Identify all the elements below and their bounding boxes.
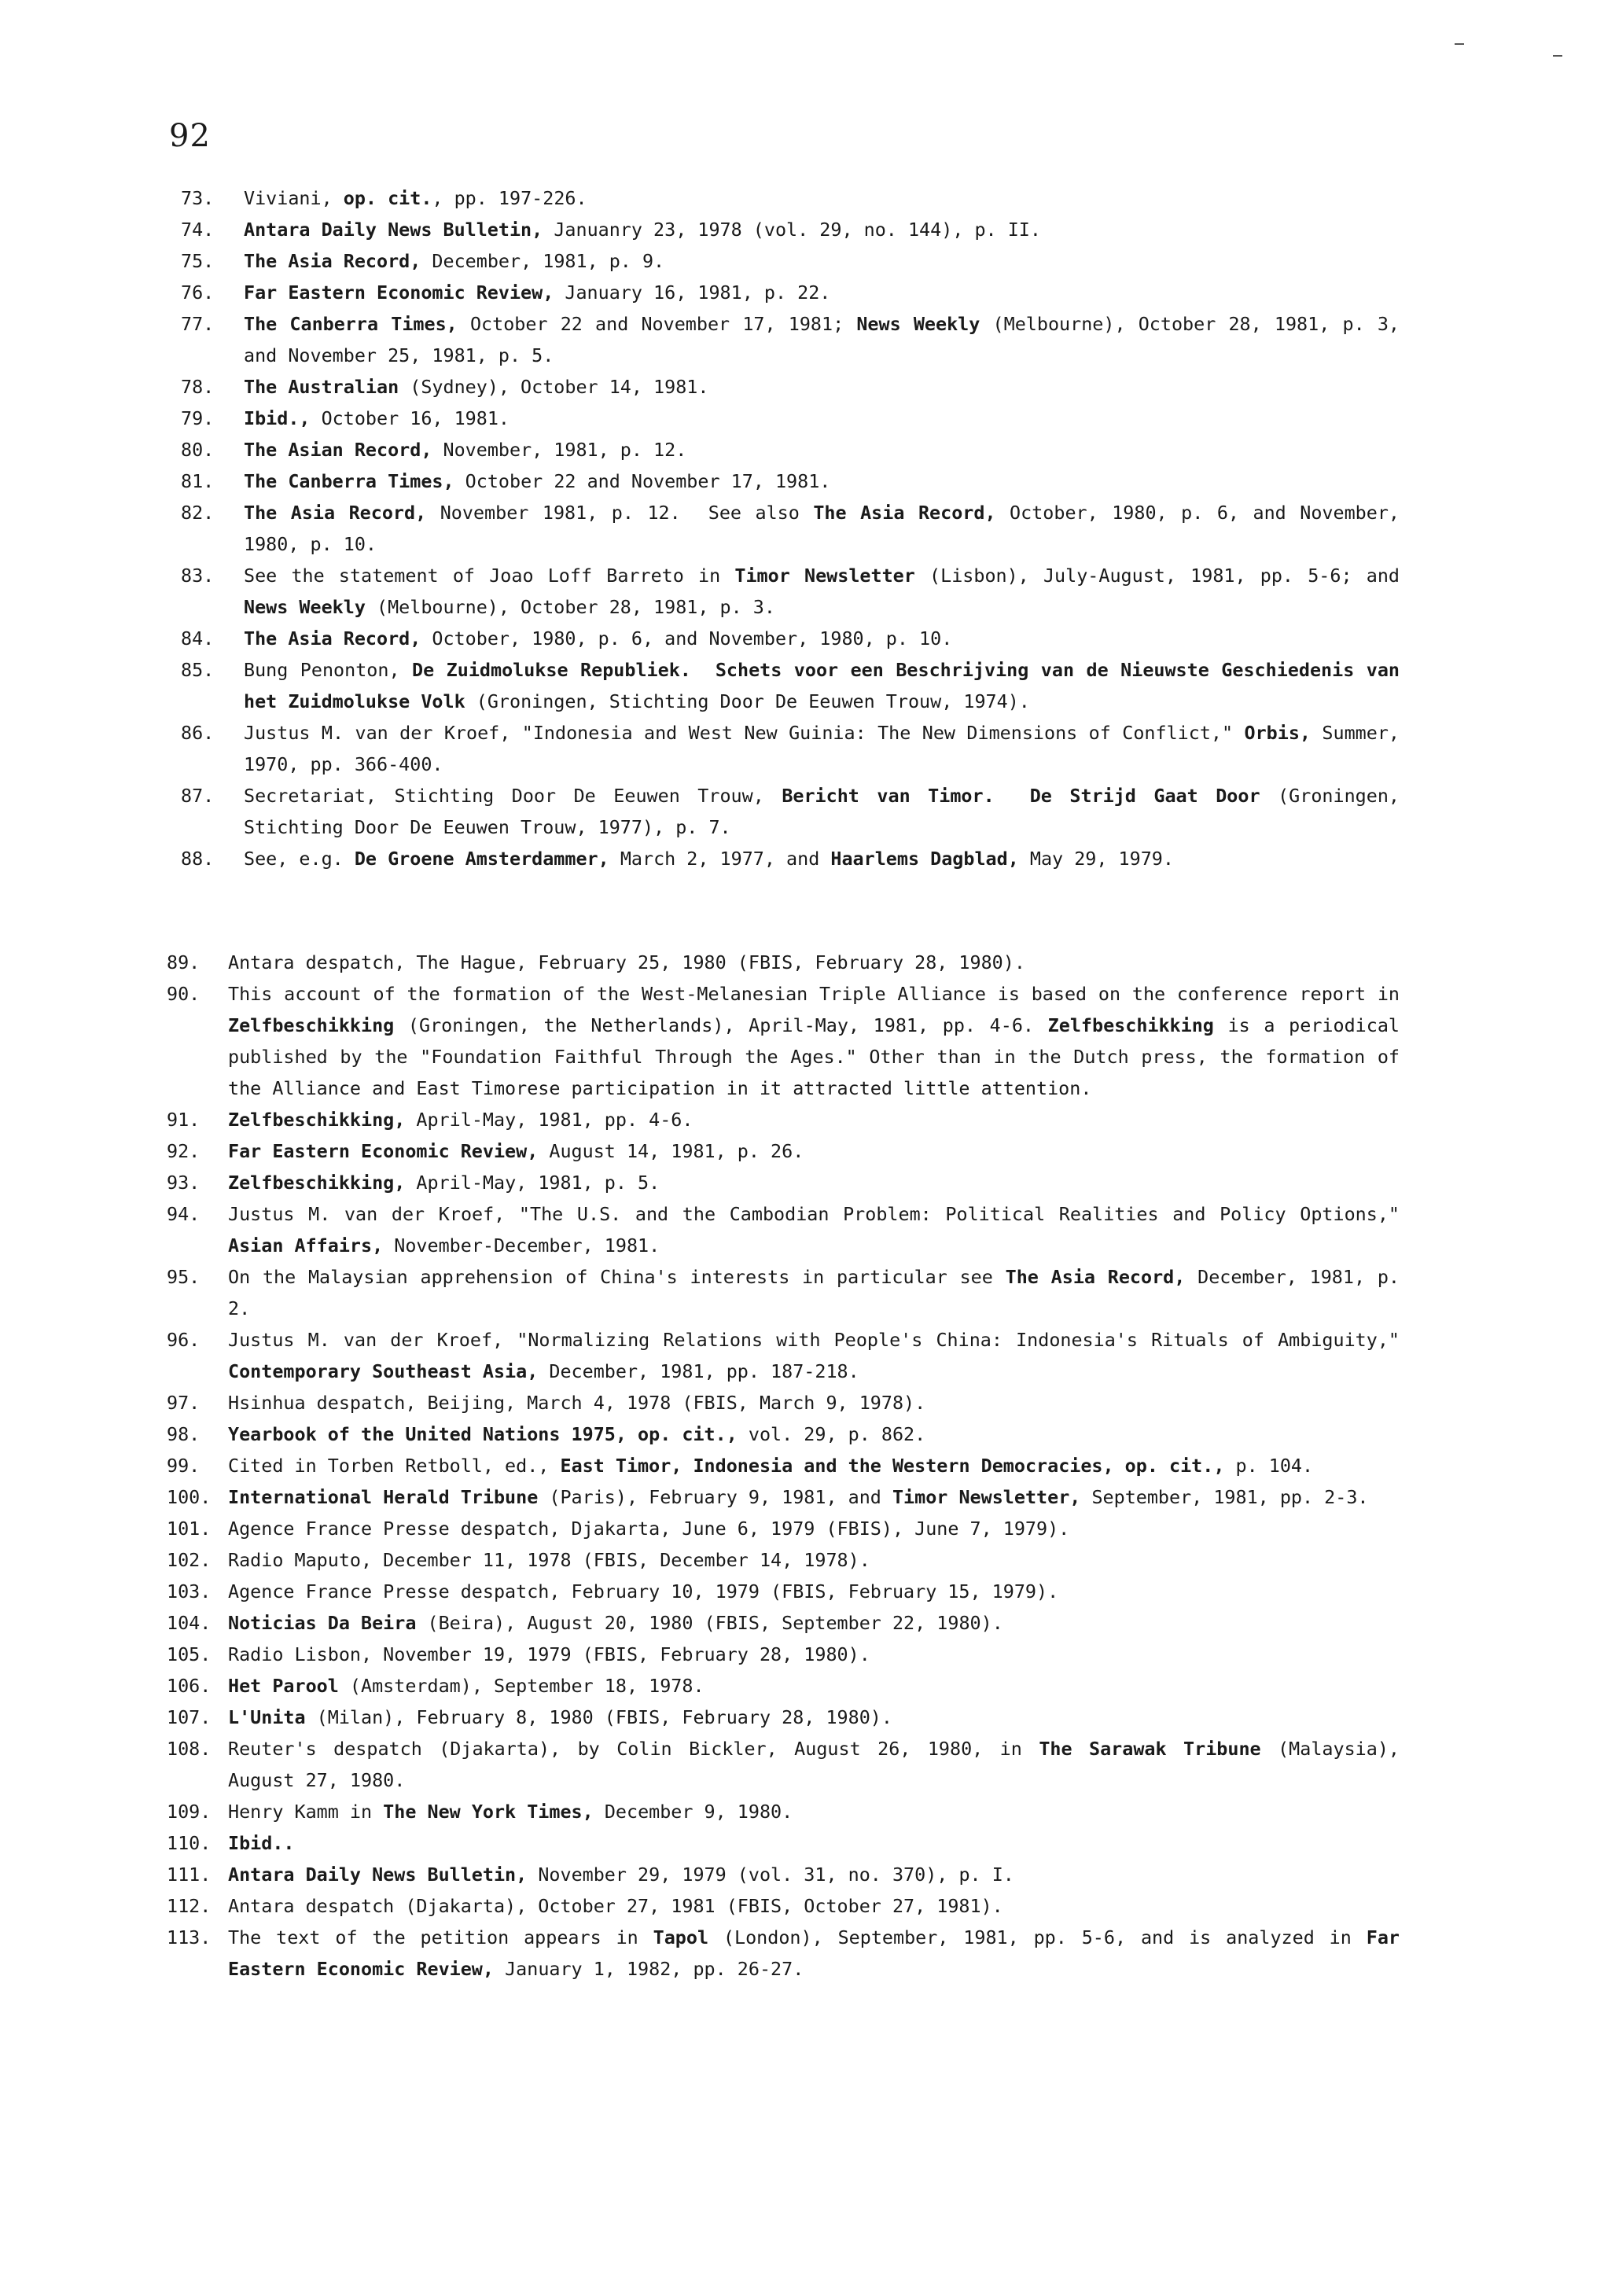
endnote-source-title: Noticias Da Beira bbox=[228, 1612, 417, 1634]
endnote bbox=[0, 1481, 1400, 1513]
endnote-number: 89. bbox=[167, 951, 200, 973]
endnote-number: 81. bbox=[181, 470, 215, 492]
endnote-text: August 14, 1981, p. 26. bbox=[538, 1140, 804, 1162]
endnote-source-title: Far Eastern Economic Review, bbox=[244, 281, 554, 304]
page-number: 92 bbox=[169, 118, 211, 154]
endnote-number: 108. bbox=[167, 1738, 212, 1760]
endnote-text: (Beira), August 20, 1980 (FBIS, September 22, 1980). bbox=[416, 1612, 1003, 1634]
endnote-source-title: Zelfbeschikking, bbox=[228, 1109, 406, 1131]
endnote bbox=[0, 497, 1411, 560]
endnote-text: January 1, 1982, pp. 26-27. bbox=[493, 1958, 804, 1980]
endnote bbox=[0, 465, 1400, 497]
endnote-source-title: The New York Times, bbox=[383, 1801, 594, 1823]
endnote-text: October, 1980, p. 6, and November, 1980, p. 10. bbox=[244, 502, 1411, 555]
endnote-text: Agence France Presse despatch, February 10, 1979 (FBIS, February 15, 1979). bbox=[228, 1580, 1059, 1602]
endnote-text: December, 1981, p. 9. bbox=[421, 250, 665, 272]
endnote-number: 97. bbox=[167, 1392, 200, 1414]
endnote-source-title: The Asia Record, bbox=[244, 250, 421, 272]
endnote-number: 112. bbox=[167, 1895, 212, 1917]
endnotes-list-part-2 bbox=[0, 947, 1604, 1985]
endnote-number: 77. bbox=[181, 313, 215, 335]
endnote-text: The text of the petition appears in bbox=[228, 1926, 653, 1948]
endnote-source-title: Contemporary Southeast Asia, bbox=[228, 1360, 539, 1382]
endnote-text: is a periodical published by the "Foundation Faithful Through the Ages." Other than in the Dutch press, the formation of the Alliance and East Timorese participation in it attracted little attention. bbox=[228, 1014, 1411, 1099]
endnote-text: January 16, 1981, p. 22. bbox=[554, 281, 831, 304]
endnote-source-title: Ibid., bbox=[244, 407, 311, 429]
endnote bbox=[0, 1387, 1400, 1418]
endnote-text: (Milan), February 8, 1980 (FBIS, February 28, 1980). bbox=[305, 1706, 892, 1728]
endnote-number: 94. bbox=[167, 1203, 200, 1225]
endnote-text: Reuter's despatch (Djakarta), by Colin Bickler, August 26, 1980, in bbox=[228, 1738, 1039, 1760]
endnote-number: 85. bbox=[181, 659, 215, 681]
endnote-source-title: Far Eastern Economic Review, bbox=[228, 1926, 1411, 1980]
endnotes-list-part-1 bbox=[0, 182, 1604, 874]
endnote-text: Justus M. van der Kroef, "The U.S. and the Cambodian Problem: Political Realities and Policy Options," bbox=[228, 1203, 1411, 1225]
endnote-text: Justus M. van der Kroef, "Normalizing Relations with People's China: Indonesia's Rituals of Ambiguity," bbox=[228, 1329, 1411, 1351]
endnote bbox=[0, 978, 1411, 1104]
endnote bbox=[0, 780, 1411, 843]
endnote-text: Agence France Presse despatch, Djakarta, June 6, 1979 (FBIS), June 7, 1979). bbox=[228, 1518, 1070, 1540]
endnote bbox=[0, 434, 1400, 465]
endnote-text: December 9, 1980. bbox=[593, 1801, 793, 1823]
endnote-source-title: The Canberra Times, bbox=[244, 470, 454, 492]
endnote-text: Antara despatch (Djakarta), October 27, 1981 (FBIS, October 27, 1981). bbox=[228, 1895, 1003, 1917]
endnote bbox=[0, 1607, 1400, 1639]
endnote-number: 84. bbox=[181, 627, 215, 649]
endnote-text: Antara despatch, The Hague, February 25, 1980 (FBIS, February 28, 1980). bbox=[228, 951, 1025, 973]
endnote-number: 90. bbox=[167, 983, 200, 1005]
endnote-source-title: Antara Daily News Bulletin, bbox=[244, 219, 543, 241]
endnote-source-title: Orbis, bbox=[1244, 722, 1311, 744]
endnote-source-title: International Herald Tribune bbox=[228, 1486, 539, 1508]
endnote bbox=[0, 277, 1400, 308]
endnote bbox=[0, 1733, 1411, 1796]
endnote bbox=[0, 843, 1400, 874]
endnote-source-title: Zelfbeschikking, bbox=[228, 1172, 406, 1194]
endnote-text: (London), September, 1981, pp. 5-6, and is analyzed in bbox=[708, 1926, 1367, 1948]
endnote bbox=[0, 623, 1400, 654]
endnote bbox=[0, 214, 1400, 245]
endnote-source-title: Het Parool bbox=[228, 1675, 339, 1697]
endnote bbox=[0, 308, 1411, 371]
endnote-number: 80. bbox=[181, 439, 215, 461]
endnote-text: November-December, 1981. bbox=[383, 1234, 660, 1257]
endnote-text: Summer, 1970, pp. 366-400. bbox=[244, 722, 1411, 775]
endnote-number: 75. bbox=[181, 250, 215, 272]
endnote-number: 110. bbox=[167, 1832, 212, 1854]
endnote bbox=[0, 1827, 1400, 1859]
endnote bbox=[0, 1576, 1400, 1607]
endnote-source-title: News Weekly bbox=[244, 596, 366, 618]
endnote-number: 93. bbox=[167, 1172, 200, 1194]
endnote-source-title: Timor Newsletter, bbox=[892, 1486, 1081, 1508]
endnote-source-title: Ibid.. bbox=[228, 1832, 295, 1854]
endnote bbox=[0, 1670, 1400, 1702]
endnote-text: Bung Penonton, bbox=[244, 659, 413, 681]
endnote-text: November 1981, p. 12. See also bbox=[426, 502, 814, 524]
endnote-number: 78. bbox=[181, 376, 215, 398]
endnote-text: p. 104. bbox=[1224, 1455, 1314, 1477]
endnote-source-title: op. cit. bbox=[343, 187, 432, 209]
endnote-source-title: East Timor, Indonesia and the Western Democracies, op. cit., bbox=[560, 1455, 1225, 1477]
endnote bbox=[0, 1450, 1400, 1481]
endnote bbox=[0, 1796, 1400, 1827]
endnote bbox=[0, 1544, 1400, 1576]
endnote-source-title: Timor Newsletter bbox=[734, 565, 915, 587]
endnote-number: 86. bbox=[181, 722, 215, 744]
scan-mark bbox=[1553, 55, 1562, 57]
endnote-text: Radio Lisbon, November 19, 1979 (FBIS, February 28, 1980). bbox=[228, 1643, 870, 1665]
endnote bbox=[0, 560, 1411, 623]
endnote bbox=[0, 1261, 1411, 1324]
endnote-number: 99. bbox=[167, 1455, 200, 1477]
endnote-source-title: Yearbook of the United Nations 1975, op. cit., bbox=[228, 1423, 738, 1445]
endnote-text: (Groningen, Stichting Door De Eeuwen Trouw, 1974). bbox=[465, 690, 1030, 712]
endnote bbox=[0, 1135, 1400, 1167]
endnote-text: October 22 and November 17, 1981; bbox=[457, 313, 857, 335]
endnote-number: 98. bbox=[167, 1423, 200, 1445]
endnote-source-title: News Weekly bbox=[856, 313, 980, 335]
endnote-number: 105. bbox=[167, 1643, 212, 1665]
endnote-text: (Amsterdam), September 18, 1978. bbox=[338, 1675, 705, 1697]
endnote-source-title: Zelfbeschikking bbox=[1047, 1014, 1214, 1036]
endnote-number: 92. bbox=[167, 1140, 200, 1162]
endnote bbox=[0, 1639, 1400, 1670]
endnote-source-title: The Asia Record, bbox=[244, 502, 427, 524]
endnote-text: (Melbourne), October 28, 1981, p. 3, and November 25, 1981, p. 5. bbox=[244, 313, 1411, 366]
endnote-text: October, 1980, p. 6, and November, 1980, p. 10. bbox=[421, 627, 953, 649]
endnote-source-title: The Asia Record, bbox=[813, 502, 996, 524]
endnote-text: Cited in Torben Retboll, ed., bbox=[228, 1455, 561, 1477]
endnote-source-title: De Zuidmolukse Republiek. Schets voor een Beschrijving van de Nieuwste Geschiedenis van het Zuidmolukse Volk bbox=[244, 659, 1411, 712]
endnote-text: This account of the formation of the West-Melanesian Triple Alliance is based on the conference report in bbox=[228, 983, 1411, 1005]
endnote-number: 101. bbox=[167, 1518, 212, 1540]
endnote bbox=[0, 1167, 1400, 1198]
endnote bbox=[0, 1702, 1400, 1733]
endnote-text: Secretariat, Stichting Door De Eeuwen Trouw, bbox=[244, 785, 782, 807]
endnote bbox=[0, 182, 1400, 214]
endnote bbox=[0, 371, 1400, 403]
endnote-source-title: Bericht van Timor. De Strijd Gaat Door bbox=[782, 785, 1260, 807]
endnote bbox=[0, 1198, 1411, 1261]
endnote-source-title: Tapol bbox=[653, 1926, 709, 1948]
endnote-text: (Groningen, the Netherlands), April-May, 1981, pp. 4-6. bbox=[394, 1014, 1048, 1036]
endnote-number: 106. bbox=[167, 1675, 212, 1697]
endnote-number: 104. bbox=[167, 1612, 212, 1634]
endnote-text: December, 1981, pp. 187-218. bbox=[538, 1360, 859, 1382]
endnote bbox=[0, 1513, 1400, 1544]
endnote-text: November 29, 1979 (vol. 31, no. 370), p. I. bbox=[527, 1864, 1014, 1886]
endnote-number: 95. bbox=[167, 1266, 200, 1288]
endnote-source-title: The Sarawak Tribune bbox=[1039, 1738, 1261, 1760]
endnote-source-title: L'Unita bbox=[228, 1706, 306, 1728]
endnote bbox=[0, 1922, 1411, 1985]
endnote-number: 111. bbox=[167, 1864, 212, 1886]
endnote-number: 73. bbox=[181, 187, 215, 209]
endnote-text: September, 1981, pp. 2-3. bbox=[1080, 1486, 1369, 1508]
endnote-number: 107. bbox=[167, 1706, 212, 1728]
endnote-source-title: Far Eastern Economic Review, bbox=[228, 1140, 539, 1162]
endnote-number: 74. bbox=[181, 219, 215, 241]
endnote-text: April-May, 1981, pp. 4-6. bbox=[405, 1109, 693, 1131]
endnote-source-title: The Asian Record, bbox=[244, 439, 432, 461]
endnote bbox=[0, 1324, 1411, 1387]
endnote bbox=[0, 947, 1400, 978]
endnote-number: 100. bbox=[167, 1486, 212, 1508]
endnote-number: 109. bbox=[167, 1801, 212, 1823]
endnote-text: On the Malaysian apprehension of China's interests in particular see bbox=[228, 1266, 1006, 1288]
endnote-source-title: Antara Daily News Bulletin, bbox=[228, 1864, 528, 1886]
endnote-text: October 22 and November 17, 1981. bbox=[454, 470, 831, 492]
endnote-number: 103. bbox=[167, 1580, 212, 1602]
endnote-number: 91. bbox=[167, 1109, 200, 1131]
endnote bbox=[0, 717, 1411, 780]
endnote bbox=[0, 1859, 1400, 1890]
endnote-number: 102. bbox=[167, 1549, 212, 1571]
endnote-number: 79. bbox=[181, 407, 215, 429]
endnote-text: Radio Maputo, December 11, 1978 (FBIS, December 14, 1978). bbox=[228, 1549, 870, 1571]
endnote-source-title: Haarlems Dagblad, bbox=[830, 848, 1019, 870]
endnote bbox=[0, 654, 1411, 717]
endnote bbox=[0, 1104, 1400, 1135]
endnote-text: (Melbourne), October 28, 1981, p. 3. bbox=[365, 596, 775, 618]
endnote-number: 83. bbox=[181, 565, 215, 587]
endnote-number: 88. bbox=[181, 848, 215, 870]
endnote-number: 76. bbox=[181, 281, 215, 304]
endnote bbox=[0, 1418, 1400, 1450]
endnote-number: 87. bbox=[181, 785, 215, 807]
endnote-text: October 16, 1981. bbox=[310, 407, 510, 429]
endnote bbox=[0, 245, 1400, 277]
endnote-source-title: The Australian bbox=[244, 376, 399, 398]
endnote-text: See, e.g. bbox=[244, 848, 355, 870]
endnote-source-title: The Asia Record, bbox=[244, 627, 421, 649]
scan-mark bbox=[1455, 43, 1464, 45]
endnote-text: Januanry 23, 1978 (vol. 29, no. 144), p. II. bbox=[543, 219, 1041, 241]
endnote-text: Viviani, bbox=[244, 187, 344, 209]
endnote-text: (Groningen, Stichting Door De Eeuwen Trouw, 1977), p. 7. bbox=[244, 785, 1411, 838]
endnote-number: 96. bbox=[167, 1329, 200, 1351]
endnote-text: March 2, 1977, and bbox=[609, 848, 831, 870]
endnote-text: (Lisbon), July-August, 1981, pp. 5-6; and bbox=[914, 565, 1411, 587]
endnote-number: 113. bbox=[167, 1926, 212, 1948]
endnote-source-title: Asian Affairs, bbox=[228, 1234, 384, 1257]
endnote-text: April-May, 1981, p. 5. bbox=[405, 1172, 660, 1194]
endnote-text: (Malaysia), August 27, 1980. bbox=[228, 1738, 1411, 1791]
endnote-text: See the statement of Joao Loff Barreto in bbox=[244, 565, 735, 587]
endnote-source-title: The Asia Record, bbox=[1005, 1266, 1186, 1288]
endnote-text: (Sydney), October 14, 1981. bbox=[399, 376, 709, 398]
endnote-text: Hsinhua despatch, Beijing, March 4, 1978 (FBIS, March 9, 1978). bbox=[228, 1392, 926, 1414]
endnote-text: (Paris), February 9, 1981, and bbox=[538, 1486, 892, 1508]
endnote-text: , pp. 197-226. bbox=[432, 187, 587, 209]
endnote-text: November, 1981, p. 12. bbox=[432, 439, 687, 461]
endnote-source-title: De Groene Amsterdammer, bbox=[354, 848, 609, 870]
endnote-text: May 29, 1979. bbox=[1018, 848, 1174, 870]
endnote-source-title: Zelfbeschikking bbox=[228, 1014, 395, 1036]
endnote-text: December, 1981, p. 2. bbox=[228, 1266, 1411, 1319]
endnote-number: 82. bbox=[181, 502, 215, 524]
endnote-source-title: The Canberra Times, bbox=[244, 313, 458, 335]
endnote-text: vol. 29, p. 862. bbox=[737, 1423, 926, 1445]
endnote-text: Justus M. van der Kroef, "Indonesia and West New Guinia: The New Dimensions of Conflict," bbox=[244, 722, 1245, 744]
endnote-text: Henry Kamm in bbox=[228, 1801, 384, 1823]
endnote bbox=[0, 403, 1400, 434]
endnote bbox=[0, 1890, 1400, 1922]
